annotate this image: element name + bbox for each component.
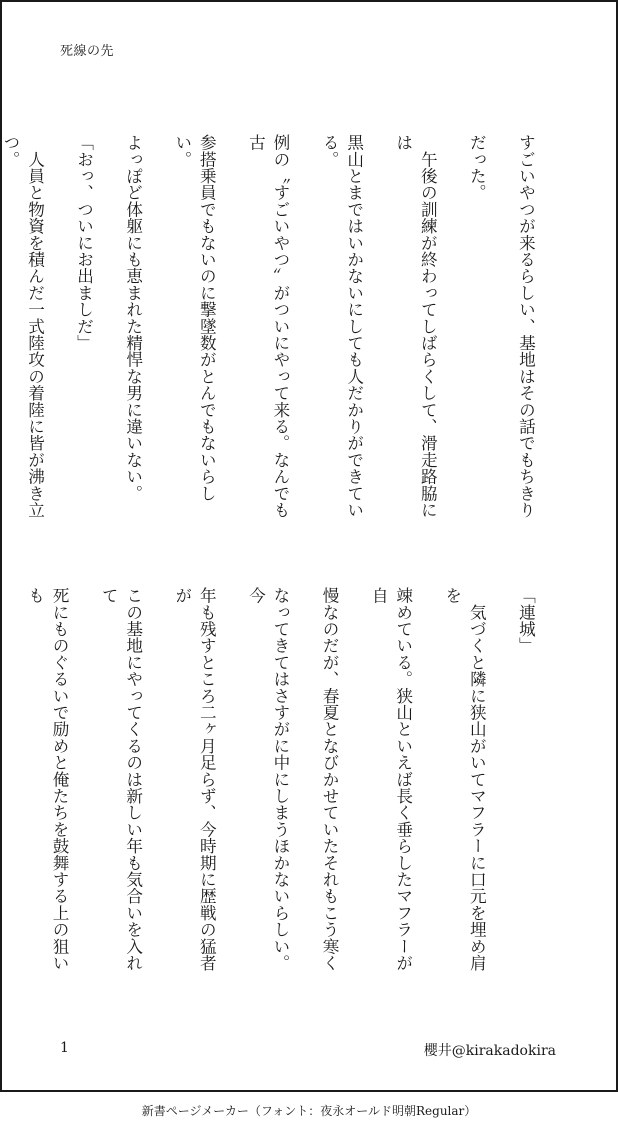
- text-line: 人員と物資を積んだ一式陸攻の着陸に皆が沸き立つ。: [0, 134, 45, 519]
- text-line: 例の〝すごいやつ〟がついにやって来る。なんでも古: [246, 134, 290, 519]
- text-line: すごいやつが来るらしい、基地はその話でもちきり: [516, 134, 536, 519]
- upper-text-block: [0, 134, 562, 532]
- author-credit: 櫻井@kirakadokira: [423, 1043, 556, 1059]
- text-line: よっぽど体躯にも恵まれた精悍な男に違いない。: [123, 134, 143, 502]
- text-line: 黒山とまではいかないにしても人だかりができている。: [320, 134, 364, 519]
- page-number: 1: [60, 1040, 69, 1056]
- text-line: だった。: [467, 134, 487, 201]
- text-line: 気づくと隣に狭山がいてマフラーに口元を埋め肩を: [442, 587, 487, 972]
- text-line: 「連城」: [516, 587, 536, 654]
- generator-caption: 新書ページメーカー（フォント：夜永オールド明朝Regular）: [141, 1104, 477, 1118]
- text-line: 年も残すところ二ヶ月足らず、今時期に歴戦の猛者が: [172, 587, 217, 972]
- text-line: 参搭乗員でもないのに撃墜数がとんでもないらしい。: [172, 134, 217, 502]
- text-line: 慢なのだが、春夏となびかせていたそれもこう寒く: [320, 587, 340, 972]
- running-title: 死線の先: [60, 44, 115, 59]
- text-line: 「おっ、ついにお出ましだ」: [74, 134, 94, 352]
- text-line: なってきてはさすがに中にしまうほかないらしい。今: [246, 587, 290, 972]
- text-line: 竦めている。狭山といえば長く垂らしたマフラーが自: [369, 587, 413, 972]
- text-line: 午後の訓練が終わってしばらくして、滑走路脇には: [393, 134, 438, 519]
- lower-text-block: [25, 587, 562, 985]
- text-line: 死にものぐるいで励めと俺たちを鼓舞する上の狙いも: [25, 587, 70, 972]
- text-line: この基地にやってくるのは新しい年も気合いを入れて: [99, 587, 143, 972]
